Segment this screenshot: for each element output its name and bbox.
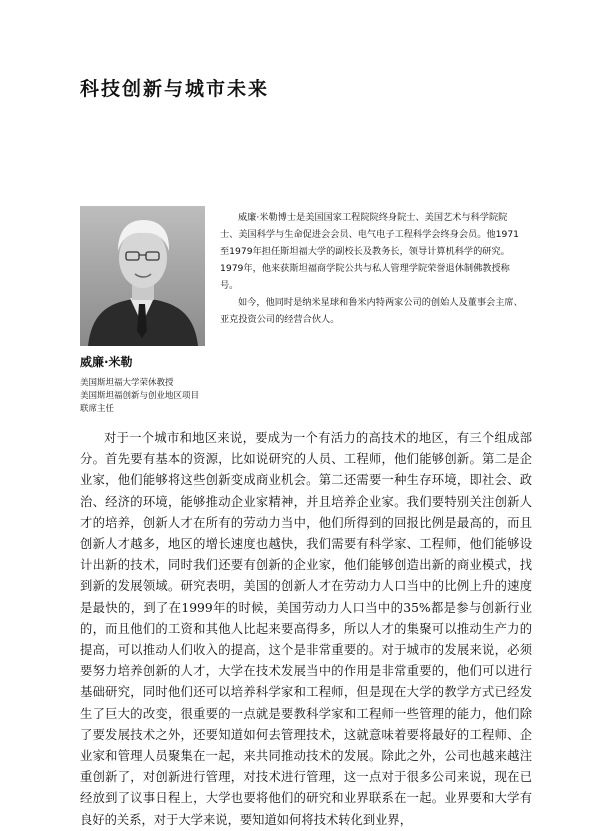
article-title: 科技创新与城市未来 (80, 78, 270, 100)
author-photo (80, 206, 205, 346)
affiliation-line: 联席主任 (80, 404, 115, 414)
author-name: 威廉·米勒 (80, 355, 133, 369)
bio-paragraph: 威廉·米勒博士是美国国家工程院院终身院士、美国艺术与科学院院士、美国科学与生命促进会会员、电气电子工程科学会终身会员。他1971至1979年担任斯坦福大学的副校长及教务长，领导计算机科学的研究。1979年，他来获斯坦福商学院公共与私人管理学院荣誉退休制佛教授称号。 (220, 212, 520, 291)
affiliation-line: 美国斯坦福大学荣休教授 (80, 378, 174, 388)
article-body (80, 428, 532, 831)
portrait-image (80, 206, 205, 346)
affiliation-line: 美国斯坦福创新与创业地区项目 (80, 391, 200, 401)
bio-paragraph: 如今，他同时是纳米星球和鲁米内特两家公司的创始人及董事会主席、亚克投资公司的经营合伙人。 (220, 297, 523, 325)
author-bio (220, 209, 525, 328)
author-affiliation (80, 377, 199, 416)
body-paragraph: 对于一个城市和地区来说，要成为一个有活力的高技术的地区，有三个组成部分。首先要有基本的资源，比如说研究的人员、工程师，他们能够创新。第二是企业家，他们能够将这些创新变成商业机会。第二还需要一种生存环境，即社会、政治、经济的环境，能够推动企业家精神，并且培养企业家。我们要特别关注创新人才的培养，创新人才在所有的劳动力当中，他们所得到的回报比例是最高的，而且创新人才越多，地区的增长速度也越快，我们需要有科学家、工程师，他们能够设计出新的技术，同时我们还要有创新的企业家，他们能够创造出新的商业模式，找到新的发展领域。研究表明，美国的创新人才在劳动力人口当中的比例上升的速度是最快的，到了在1999年的时候，美国劳动力人口当中的35%都是参与创新行业的，而且他们的工资和其他人比起来要高得多，所以人才的集聚可以推动生产力的提高，可以推动人们收入的提高，这个是非常重要的。对于城市的发展来说，必须要努力培养创新的人才，大学在技术发展当中的作用是非常重要的，他们可以进行基础研究，同时他们还可以培养科学家和工程师，但是现在大学的教学方式已经发生了巨大的改变，很重要的一点就是要教科学家和工程师一些管理的能力，他们除了要发展技术之外，还要知道如何去管理技术，这就意味着要将最好的工程师、企业家和管理人员聚集在一起，来共同推动技术的发展。除此之外，公司也越来越注重创新了，对创新进行管理，对技术进行管理，这一点对于很多公司来说，现在已经放到了议事日程上，大学也要将他们的研究和业界联系在一起。业界要和大学有良好的关系，对于大学来说，要知道如何将技术转化到业界， (80, 431, 532, 827)
